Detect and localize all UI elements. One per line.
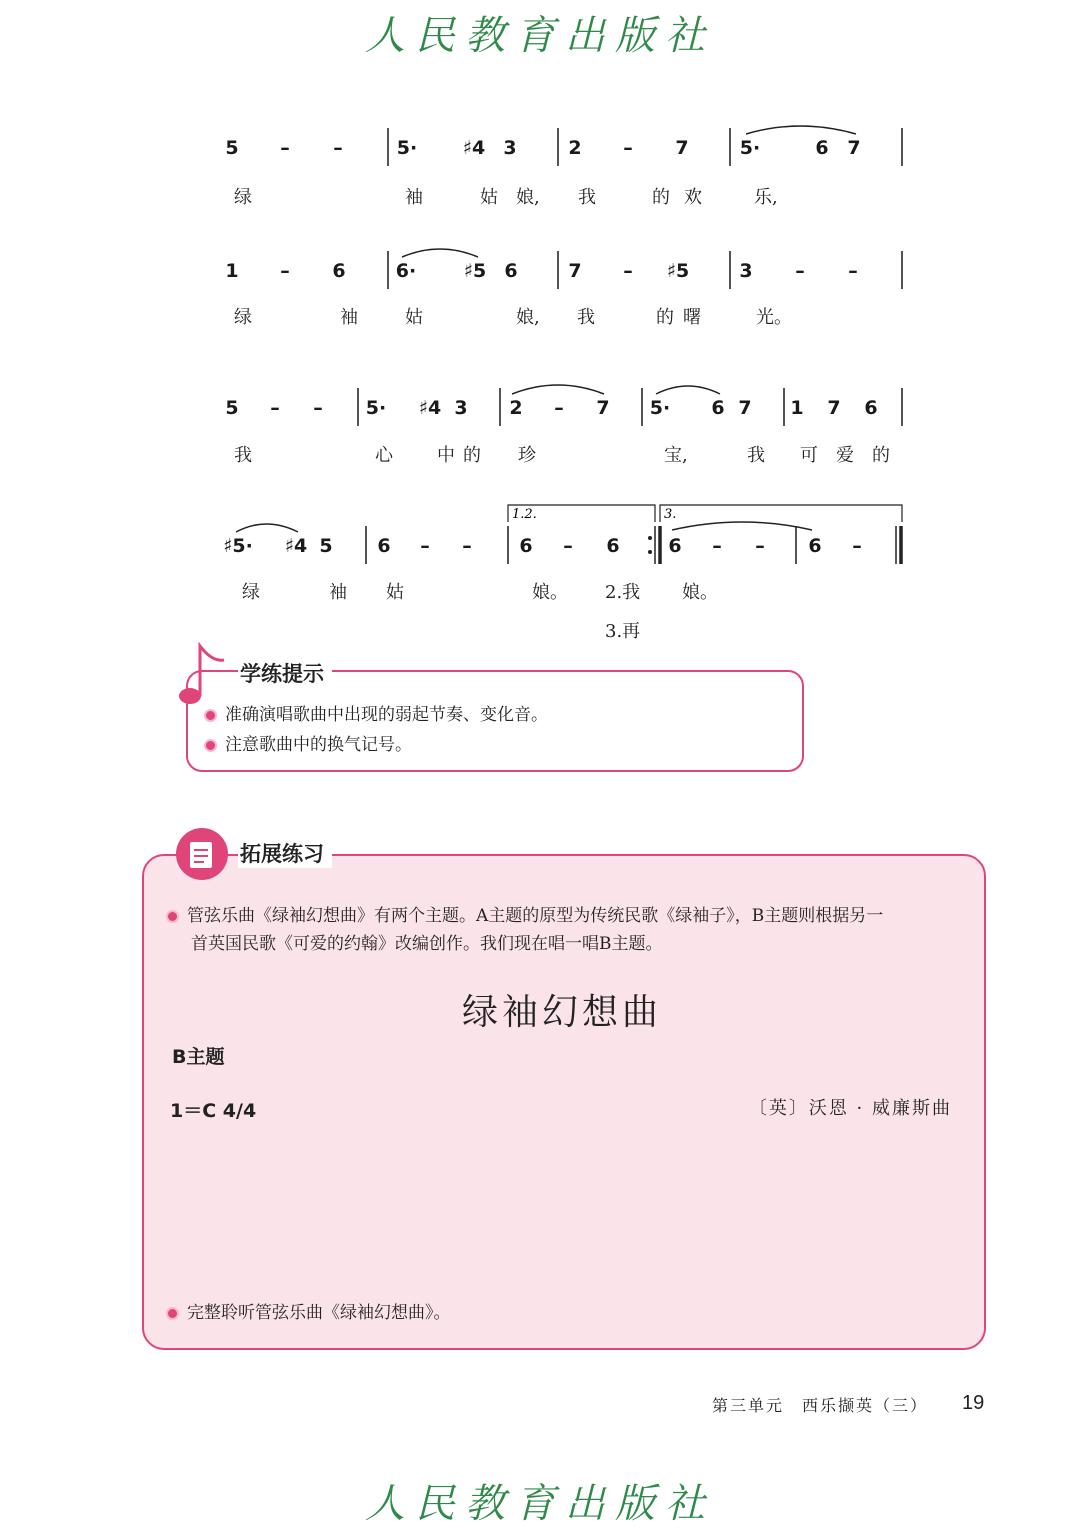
score-note: – [712,535,722,557]
page-number: 19 [962,1392,985,1414]
bullet-icon [204,739,217,752]
lyric-syllable: 我 [747,445,765,466]
lyric-syllable: 娘, [516,307,540,328]
score-note: 7 [738,397,752,419]
score-note: – [623,137,633,159]
lyric-syllable: 袖 [405,187,423,208]
score-note: 1 [225,260,239,282]
extension-intro-2: 首英国民歌《可爱的约翰》改编创作。我们现在唱一唱B主题。 [191,934,663,954]
extension-intro-1: 管弦乐曲《绿袖幻想曲》有两个主题。A主题的原型为传统民歌《绿袖子》，B主题则根据另一 [166,901,883,926]
score-note: 6 [377,535,391,557]
unit-label: 第三单元 西乐撷英（三） [712,1396,929,1415]
score-note: 5 [225,397,239,419]
score-note: – [554,397,564,419]
score-note: – [270,397,280,419]
tip-item-1: 准确演唱歌曲中出现的弱起节奏、变化音。 [204,700,548,725]
score-note: 6· [395,260,417,282]
publisher-watermark-bottom: 人民教育出版社 [365,1481,715,1527]
score-note: ♯4 [418,397,442,419]
score-note: 2 [509,397,523,419]
tips-title: 学练提示 [238,658,332,688]
lyric-syllable: 娘。 [532,582,568,603]
lyric-syllable: 珍 [518,445,536,466]
score-note: 5 [225,137,239,159]
lyric-syllable: 娘。 [682,582,718,603]
score-note: ♯4 [284,535,308,557]
score-note: 7 [827,397,841,419]
score-note: 5· [365,397,387,419]
bullet-icon [166,910,179,923]
tip-item-2: 注意歌曲中的换气记号。 [204,730,412,755]
lyric-syllable: 我 [578,187,596,208]
lyric-syllable: 乐, [754,187,778,208]
score-note: 5 [319,535,333,557]
score-note: 7 [847,137,861,159]
score-note: 6 [606,535,620,557]
lyric-syllable: 我 [234,445,252,466]
lyric-syllable: 的 [463,445,481,466]
lyric-syllable: 袖 [329,582,347,603]
publisher-watermark-top: 人民教育出版社 [365,13,715,59]
score-note: 6 [864,397,878,419]
lyric-syllable: 可 [800,445,818,466]
score-note: 3 [739,260,753,282]
lyric-syllable: 3.再 [605,621,641,642]
lyric-syllable: 我 [577,307,595,328]
score-note: 1 [790,397,804,419]
score-note: 7 [675,137,689,159]
bullet-icon [204,709,217,722]
lyric-syllable: 姑 [480,187,498,208]
lyric-syllable: 欢 [684,187,702,208]
score-note: – [852,535,862,557]
lyric-syllable: 光。 [756,307,792,328]
extension-title: 拓展练习 [238,838,332,868]
score-note: ♯5 [666,260,690,282]
lyric-syllable: 绿 [234,187,252,208]
score-note: – [280,260,290,282]
lyric-syllable: 的 [652,187,670,208]
score-note: ♯5· [223,535,253,557]
lyric-syllable: 姑 [386,582,404,603]
score-note: 6 [519,535,533,557]
score-note: 7 [568,260,582,282]
score-note: 6 [711,397,725,419]
extension-closing: 完整聆听管弦乐曲《绿袖幻想曲》。 [166,1298,451,1323]
score-note: – [313,397,323,419]
theme-label: B主题 [172,1046,225,1068]
score-note: 3 [454,397,468,419]
lyric-syllable: 曙 [683,307,701,328]
lyric-syllable: 中 [437,445,455,466]
score-note: 6 [815,137,829,159]
score-note: – [462,535,472,557]
score-note: 7 [596,397,610,419]
volta-1: 1.2. [512,507,537,522]
score-note: – [333,137,343,159]
score-note: 2 [568,137,582,159]
lyric-syllable: 2.我 [605,582,641,603]
score-note: – [795,260,805,282]
volta-2: 3. [664,507,677,522]
lyric-syllable: 的 [656,307,674,328]
score-note: – [848,260,858,282]
score-note: 6 [808,535,822,557]
lyric-syllable: 姑 [405,307,423,328]
lyric-syllable: 绿 [242,582,260,603]
lyric-syllable: 宝, [664,445,688,466]
clipboard-icon [174,826,230,882]
lyric-syllable: 的 [872,445,890,466]
bullet-icon [166,1307,179,1320]
score-note: 5· [739,137,761,159]
lyric-syllable: 心 [375,445,393,466]
score-note: – [623,260,633,282]
lyric-syllable: 绿 [234,307,252,328]
score-note: 5· [649,397,671,419]
score-note: ♯4 [462,137,486,159]
composer: 〔英〕沃恩 · 威廉斯曲 [748,1098,952,1119]
score-note: 6 [668,535,682,557]
song-title: 绿袖幻想曲 [461,992,662,1033]
score-note: 3 [503,137,517,159]
score-note: – [755,535,765,557]
score-note: – [280,137,290,159]
score-note: 6 [332,260,346,282]
score-note: ♯5 [463,260,487,282]
lyric-syllable: 娘, [516,187,540,208]
lyric-syllable: 袖 [340,307,358,328]
key-signature: 1＝C 4/4 [170,1100,257,1122]
score-note: – [420,535,430,557]
score-note: 6 [504,260,518,282]
lyric-syllable: 爱 [836,445,854,466]
score-note: 5· [396,137,418,159]
score-note: – [563,535,573,557]
